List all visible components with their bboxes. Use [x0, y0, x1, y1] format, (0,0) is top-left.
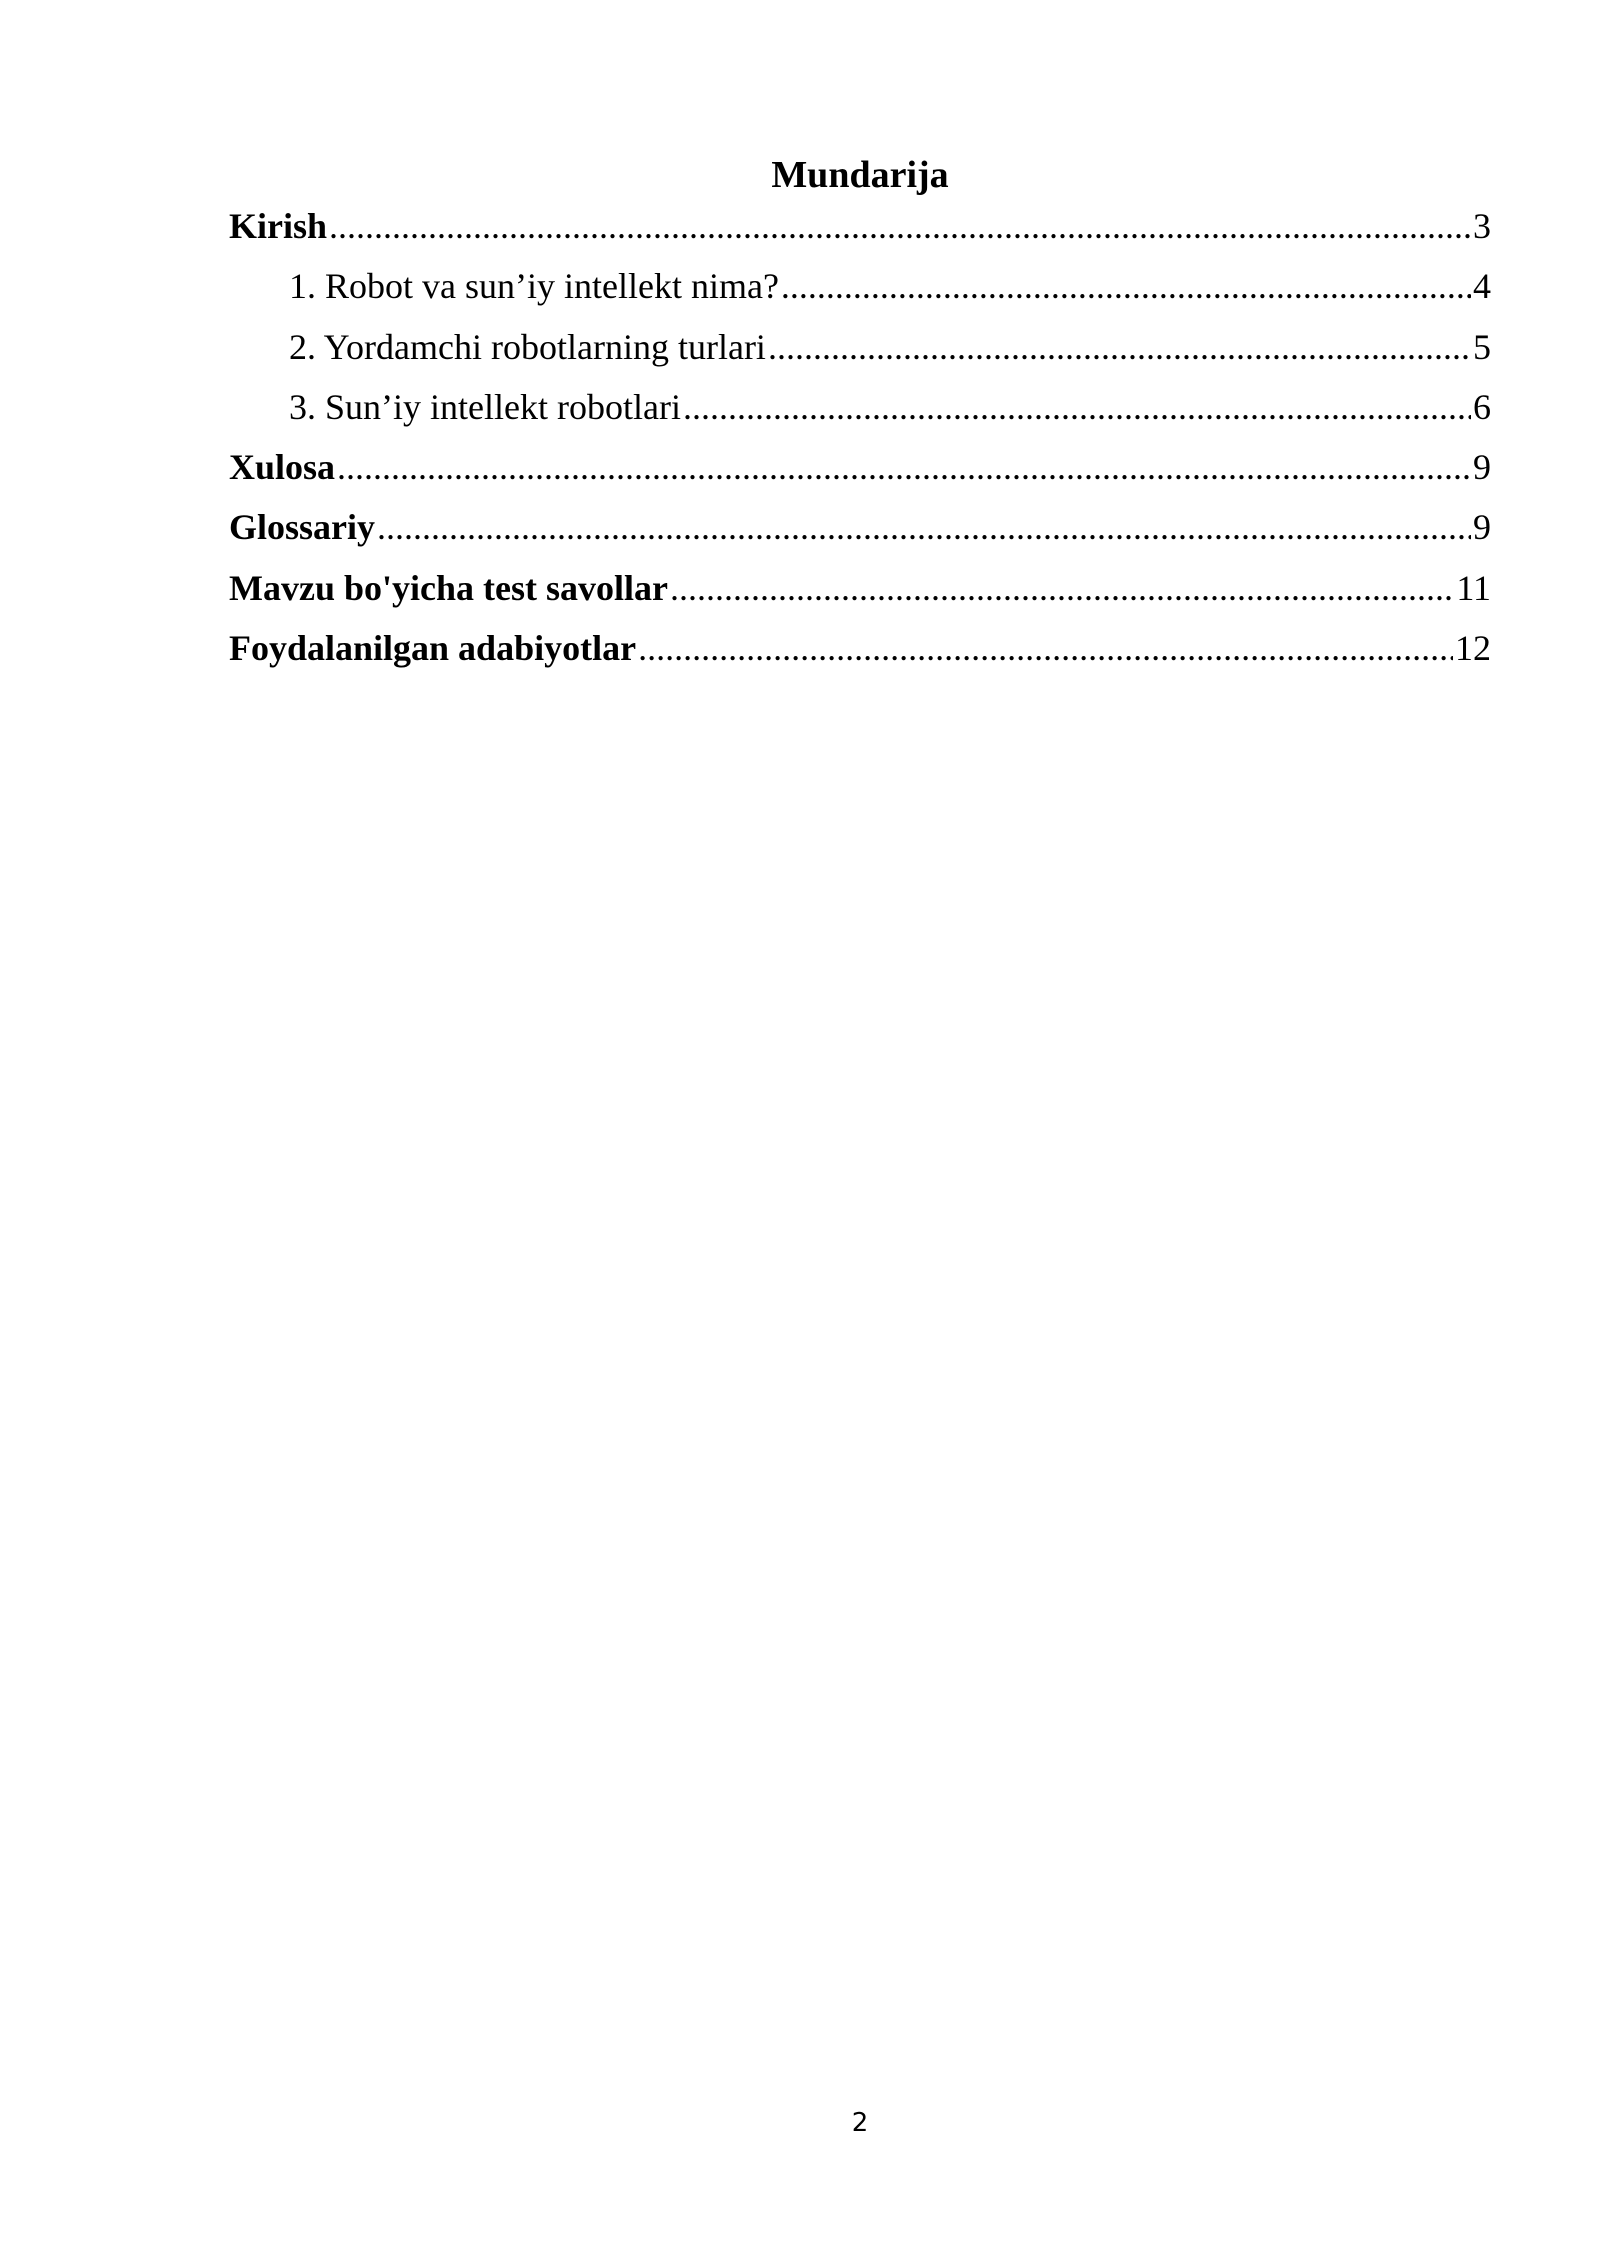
toc-entry-page: 11	[1456, 567, 1491, 608]
toc-entry-test-savollar[interactable]	[229, 558, 1491, 618]
toc-entry-page: 3	[1473, 206, 1491, 246]
toc-entry-label: 1. Robot va sun’iy intellekt nima?	[289, 266, 779, 307]
toc-entry-label: 2. Yordamchi robotlarning turlari	[289, 326, 766, 367]
toc-entry-kirish[interactable]	[229, 196, 1491, 256]
table-of-contents	[229, 196, 1491, 678]
toc-entry-page: 6	[1473, 386, 1491, 427]
toc-entry-page: 9	[1473, 447, 1491, 488]
toc-dot-leader	[781, 256, 1471, 316]
toc-entry-page: 5	[1473, 326, 1491, 367]
toc-entry-xulosa[interactable]	[229, 437, 1491, 497]
toc-entry-page: 4	[1473, 266, 1491, 307]
toc-entry-page: 12	[1455, 628, 1491, 669]
toc-entry-label: Foydalanilgan adabiyotlar	[229, 628, 637, 669]
toc-dot-leader	[337, 437, 1471, 497]
toc-entry-label: Xulosa	[229, 447, 336, 488]
toc-dot-leader	[377, 497, 1471, 557]
toc-entry-robot-va-suniy-intellekt[interactable]	[229, 256, 1491, 316]
toc-entry-suniy-intellekt-robotlari[interactable]	[229, 377, 1491, 437]
toc-entry-yordamchi-robotlar[interactable]	[229, 317, 1491, 377]
page-number: 2	[851, 2108, 869, 2138]
toc-entry-label: Mavzu bo'yicha test savollar	[229, 567, 668, 608]
toc-title: Mundarija	[771, 154, 949, 196]
toc-dot-leader	[768, 317, 1471, 377]
toc-entry-page: 9	[1473, 507, 1491, 548]
toc-entry-glossariy[interactable]	[229, 497, 1491, 557]
toc-dot-leader	[329, 196, 1471, 256]
toc-dot-leader	[683, 377, 1471, 437]
toc-dot-leader	[638, 618, 1453, 678]
toc-dot-leader	[670, 558, 1454, 618]
toc-entry-label: 3. Sun’iy intellekt robotlari	[289, 386, 681, 427]
toc-entry-label: Kirish	[229, 206, 328, 246]
toc-entry-label: Glossariy	[229, 507, 376, 548]
toc-entry-adabiyotlar[interactable]	[229, 618, 1491, 678]
